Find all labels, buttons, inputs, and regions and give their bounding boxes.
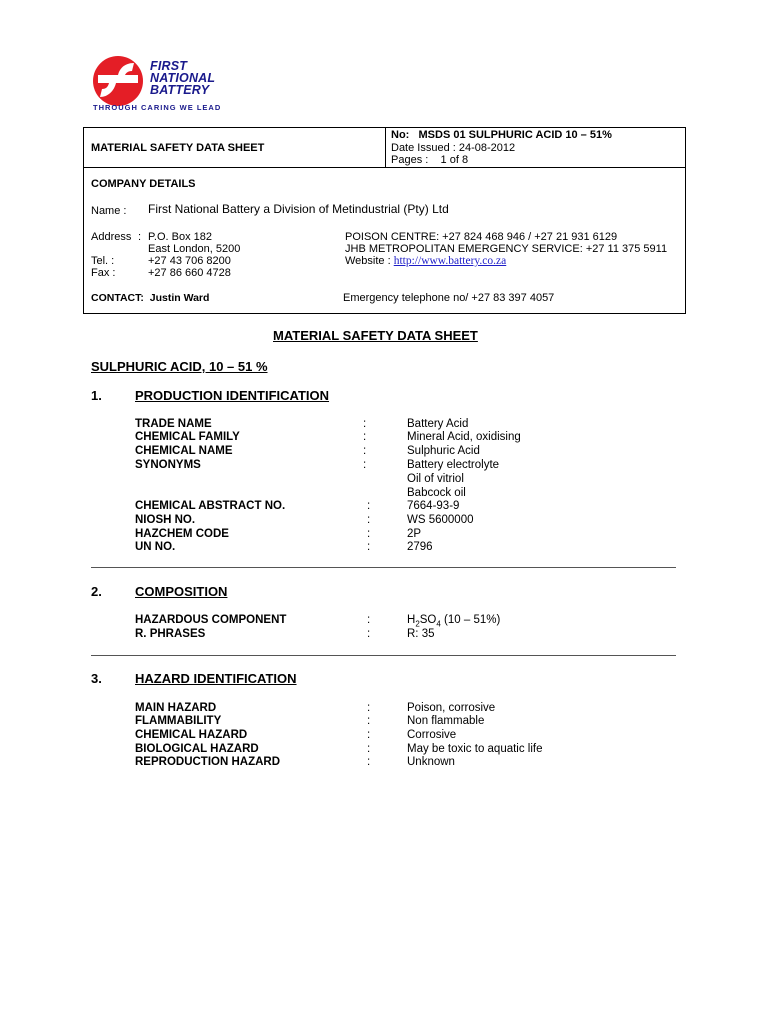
header-doc-title: MATERIAL SAFETY DATA SHEET <box>91 142 265 154</box>
row-sep: : <box>367 756 371 768</box>
emergency-telephone: Emergency telephone no/ +27 83 397 4057 <box>343 292 555 304</box>
contact-label: CONTACT: <box>91 292 144 304</box>
row-value: 2796 <box>407 541 433 553</box>
row-sep: : <box>367 702 371 714</box>
logo-word-national: NATIONAL <box>150 71 216 85</box>
row-value: R: 35 <box>407 628 435 640</box>
row-label: BIOLOGICAL HAZARD <box>135 743 259 755</box>
header-table <box>83 127 686 314</box>
contact <box>91 292 209 304</box>
row-value: 2P <box>407 528 422 540</box>
main-title-text: MATERIAL SAFETY DATA SHEET <box>273 328 478 343</box>
row-label: R. PHRASES <box>135 628 206 640</box>
row-value: May be toxic to aquatic life <box>407 743 543 755</box>
row-label: SYNONYMS <box>135 459 201 471</box>
row-label: CHEMICAL HAZARD <box>135 729 248 741</box>
row-value: Non flammable <box>407 715 485 727</box>
row-value: Mineral Acid, oxidising <box>407 431 521 443</box>
formula-rest: (10 – 51%) <box>440 614 501 626</box>
section-3-title: HAZARD IDENTIFICATION <box>135 671 297 686</box>
tel-label: Tel. : <box>91 255 115 267</box>
row-value: Unknown <box>407 756 455 768</box>
row-label: CHEMICAL FAMILY <box>135 431 240 443</box>
company-name-value: First National Battery a Division of Metindustrial (Pty) Ltd <box>148 202 449 216</box>
section-2-title: COMPOSITION <box>135 584 228 599</box>
formula-so: SO <box>419 614 437 626</box>
row-label: CHEMICAL NAME <box>135 445 233 457</box>
row-label: TRADE NAME <box>135 418 212 430</box>
formula-h-subscript: 2 <box>415 619 420 629</box>
row-value: Corrosive <box>407 729 457 741</box>
logo-mark-icon <box>92 55 144 107</box>
row-value: 7664-93-9 <box>407 500 460 512</box>
logo-word-battery: BATTERY <box>150 83 210 97</box>
section-1-title: PRODUCTION IDENTIFICATION <box>135 388 330 403</box>
section-3-number: 3. <box>91 671 102 686</box>
logo-word-first: FIRST <box>150 59 188 73</box>
row-value: Battery electrolyte <box>407 459 500 471</box>
row-sep: : <box>367 729 371 741</box>
fax-value: +27 86 660 4728 <box>148 267 231 279</box>
tel-value: +27 43 706 8200 <box>148 255 231 267</box>
address-line1: P.O. Box 182 <box>148 231 213 243</box>
address-label: Address <box>91 231 132 243</box>
subtitle-text: SULPHURIC ACID, 10 – 51 % <box>91 359 268 374</box>
address-sep: : <box>138 231 142 243</box>
row-label: MAIN HAZARD <box>135 702 217 714</box>
formula-h: H <box>407 614 416 626</box>
header-pages-label: Pages : <box>391 154 429 166</box>
contact-value: Justin Ward <box>149 292 210 304</box>
address-line2: East London, 5200 <box>148 243 241 255</box>
row-sep: : <box>367 743 371 755</box>
fax-label: Fax : <box>91 267 116 279</box>
header-date-issued: Date Issued : 24-08-2012 <box>391 142 516 154</box>
logo-tagline: THROUGH CARING WE LEAD <box>93 103 222 112</box>
row-sep: : <box>363 459 367 471</box>
header-pages-value: 1 of 8 <box>440 154 469 166</box>
poison-centre: POISON CENTRE: +27 824 468 946 / +27 21 931 6129 <box>345 231 618 243</box>
row-value: Babcock oil <box>407 487 466 499</box>
header-doc-number <box>391 129 612 141</box>
row-value: Oil of vitriol <box>407 473 464 485</box>
main-title <box>273 328 478 343</box>
header-divider-vertical <box>385 128 386 167</box>
company-heading: COMPANY DETAILS <box>91 178 196 190</box>
website-label: Website : <box>345 255 391 267</box>
jhb-emergency: JHB METROPOLITAN EMERGENCY SERVICE: +27 11 375 5911 <box>345 243 668 255</box>
company-name-label: Name : <box>91 205 127 217</box>
row-label: NIOSH NO. <box>135 514 196 526</box>
subtitle <box>91 359 268 374</box>
row-label: FLAMMABILITY <box>135 715 222 727</box>
row-label: HAZARDOUS COMPONENT <box>135 614 287 626</box>
row-sep: : <box>363 445 367 457</box>
header-no-value: MSDS 01 SULPHURIC ACID 10 – 51% <box>418 129 612 141</box>
row-value: Sulphuric Acid <box>407 445 480 457</box>
header-divider-horizontal <box>84 167 685 168</box>
section-divider <box>91 655 676 656</box>
formula-o-subscript: 4 <box>436 619 441 629</box>
website-link[interactable]: http://www.battery.co.za <box>393 255 507 267</box>
row-sep: : <box>367 514 371 526</box>
row-sep: : <box>367 541 371 553</box>
row-sep: : <box>363 418 367 430</box>
header-no-label: No: <box>391 129 410 141</box>
section-2-number: 2. <box>91 584 102 599</box>
row-sep: : <box>367 528 371 540</box>
section-divider <box>91 567 676 568</box>
row-sep: : <box>363 431 367 443</box>
row-value: WS 5600000 <box>407 514 474 526</box>
row-label: UN NO. <box>135 541 176 553</box>
website <box>345 255 506 267</box>
hazardous-component-formula <box>407 614 500 628</box>
row-sep: : <box>367 500 371 512</box>
row-label: HAZCHEM CODE <box>135 528 229 540</box>
row-label: CHEMICAL ABSTRACT NO. <box>135 500 286 512</box>
section-1-number: 1. <box>91 388 102 403</box>
row-sep: : <box>367 715 371 727</box>
row-sep: : <box>367 628 371 640</box>
row-sep: : <box>367 614 371 626</box>
row-label: REPRODUCTION HAZARD <box>135 756 281 768</box>
row-value: Battery Acid <box>407 418 469 430</box>
row-value: Poison, corrosive <box>407 702 496 714</box>
header-pages <box>391 154 468 166</box>
